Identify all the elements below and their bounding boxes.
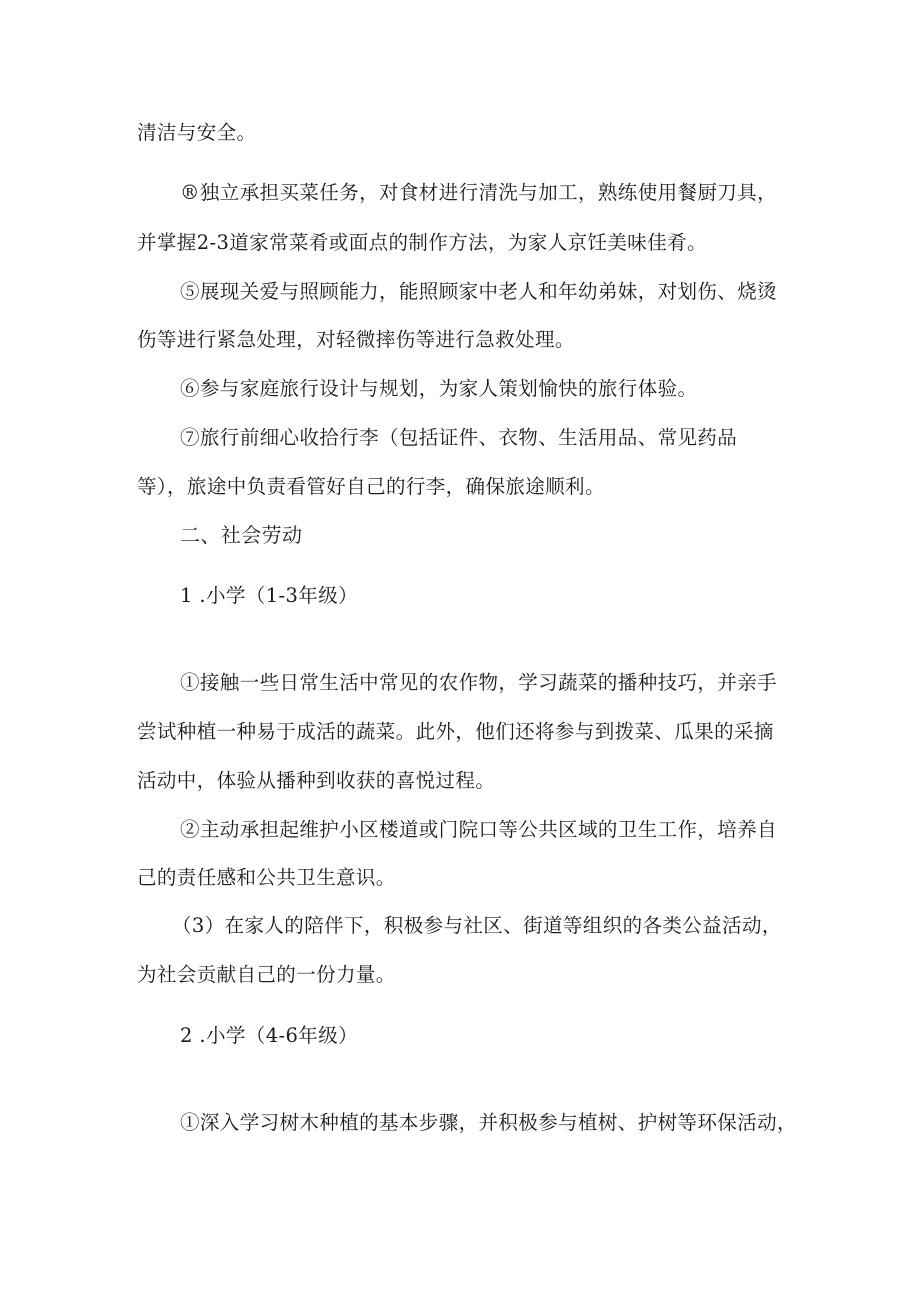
paragraph-line: ②主动承担起维护小区楼道或门院口等公共区域的卫生工作，培养自 bbox=[180, 818, 778, 841]
paragraph-line: ®独立承担买菜任务，对食材进行清洗与加工，熟练使用餐厨刀具， bbox=[180, 181, 778, 204]
paragraph-line: 尝试种植一种易于成活的蔬菜。此外，他们还将参与到拨菜、瓜果的采摘 bbox=[137, 720, 774, 743]
paragraph-line: ⑦旅行前细心收拾行李（包括证件、衣物、生活用品、常见药品 bbox=[180, 426, 738, 449]
paragraph-line: 活动中，体验从播种到收获的喜悦过程。 bbox=[137, 769, 496, 792]
paragraph-line: 并掌握2-3道家常菜肴或面点的制作方法，为家人京饪美味佳肴。 bbox=[137, 231, 707, 254]
paragraph-line: 为社会贡献自己的一份力量。 bbox=[137, 963, 396, 986]
paragraph-line: ①深入学习树木种植的基本步骤，并积极参与植树、护树等环保活动， bbox=[180, 1111, 797, 1134]
subsection-heading: 2 .小学（4-6年级） bbox=[180, 1024, 359, 1047]
paragraph-line: 等），旅途中负责看管好自己的行李，确保旅途顺利。 bbox=[137, 475, 605, 498]
paragraph-line: 己的责任感和公共卫生意识。 bbox=[137, 866, 396, 889]
section-heading: 二、社会劳动 bbox=[180, 523, 303, 547]
paragraph-line: （3）在家人的陪伴下，积极参与社区、街道等组织的各类公益活动， bbox=[172, 914, 782, 937]
paragraph-line: 清洁与安全。 bbox=[137, 121, 257, 144]
paragraph-line: ⑤展现关爱与照顾能力，能照顾家中老人和年幼弟妹，对划伤、烧烫 bbox=[180, 280, 778, 303]
paragraph-line: ⑥参与家庭旅行设计与规划，为家人策划愉快的旅行体验。 bbox=[180, 377, 698, 400]
paragraph-line: 伤等进行紧急处理，对轻微摔伤等进行急救处理。 bbox=[137, 328, 575, 351]
subsection-heading: 1 .小学（1-3年级） bbox=[180, 584, 359, 607]
paragraph-line: ①接触一些日常生活中常见的农作物，学习蔬菜的播种技巧，并亲手 bbox=[180, 671, 778, 694]
